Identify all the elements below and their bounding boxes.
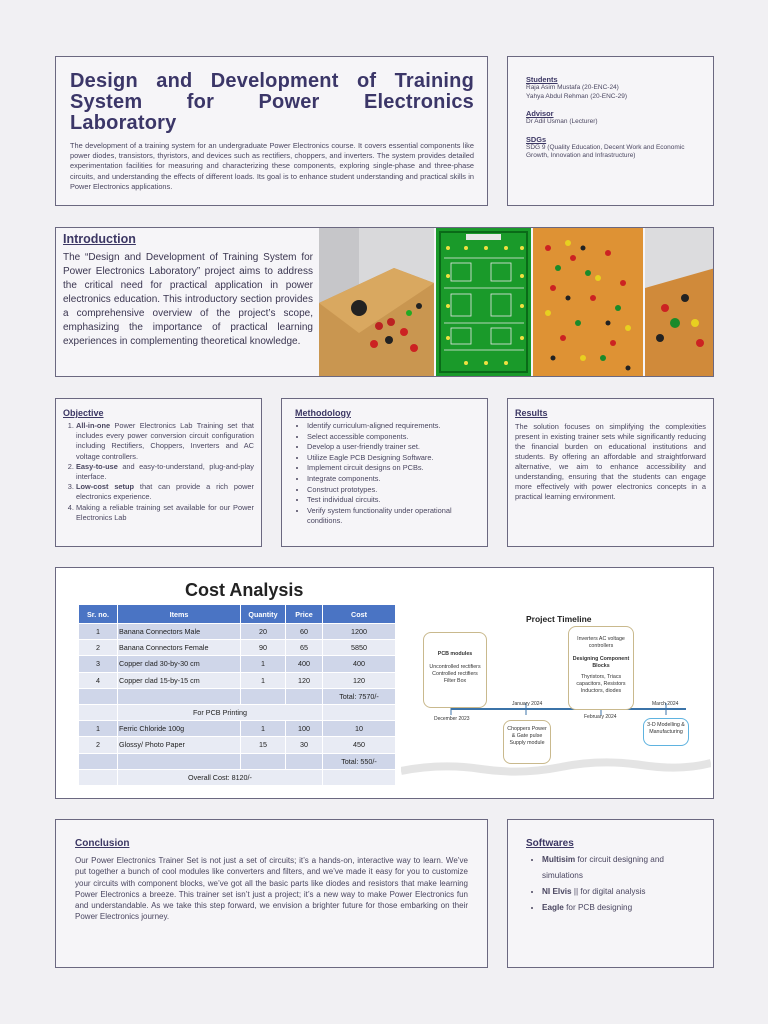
column-header: Cost (323, 605, 396, 624)
cost-table (78, 604, 396, 786)
list-item: • Implement circuit designs on PCBs. (307, 463, 474, 474)
timeline-box-3d: 3-D Modelling & Manufacturing (643, 718, 689, 746)
methodology-list (295, 421, 474, 527)
abstract: The development of a training system for an undergraduate Power Electronics course. It covers essential components like power diodes, transistors, thyristors, and devices such as rectifiers, choppers, and inverters. The system provides detailed experimentation facilities for measuring and characterizing these components, exploring single-phase and three-phase circuits, and understanding the effects of different loads. Its goal is to enhance student understanding and practical skills in Power Electronics applications. (70, 141, 474, 191)
introduction-panel (55, 227, 714, 377)
column-header: Price (286, 605, 323, 624)
students-label: Students (526, 75, 558, 84)
trainer-board-photo (533, 228, 643, 376)
list-item: • Utilize Eagle PCB Designing Software. (307, 453, 474, 464)
results-text: The solution focuses on simplifying the complexities present in existing trainer sets while significantly reducing the financial burden on educational institutions and students. By offering an affordable and straightforward alternative, we aim to enhance accessibility and understanding, ensuring that the students can engage more effectively with power electronics concepts in a practical learning environment. (515, 422, 706, 501)
objective-heading: Objective (63, 408, 104, 418)
info-panel (507, 56, 714, 206)
conclusion-heading: Conclusion (75, 838, 130, 849)
table-row (79, 688, 396, 704)
title-panel (55, 56, 488, 206)
table-row: 4 Copper clad 15-by-15 cm 1 120 120 (79, 672, 396, 688)
introduction-text: The “Design and Development of Training System for Power Electronics Laboratory” project aims to address the critical need for practical application in power electronics education. This introductory section provides a comprehensive overview of the project’s scope, emphasizing the importance of practical learning experiences in complementing theoretical knowledge. (63, 252, 313, 347)
introduction-heading: Introduction (63, 232, 136, 246)
list-item: • Develop a user-friendly trainer set. (307, 442, 474, 453)
advisor-name: Dr Adil Usman (Lecturer) (526, 118, 598, 125)
timeline-date: January 2024 (512, 701, 543, 707)
list-item: 1. All-in-one Power Electronics Lab Training set that includes every power conversion circuit configuration including Rectifiers, Choppers, Inverters and AC voltage controllers. (76, 421, 254, 462)
timeline-box-pcb: PCB modules Uncontrolled rectifiers Controlled rectifiers Filter Box (423, 632, 487, 708)
timeline-date: February 2024 (584, 714, 617, 720)
pcb-layout-image (436, 228, 531, 376)
total-1: Total: 7570/- (323, 688, 396, 704)
trainer-photo (319, 228, 434, 376)
list-item: • Verify system functionality under operational conditions. (307, 506, 474, 527)
timeline-date: March 2024 (652, 701, 679, 707)
softwares-heading: Softwares (526, 838, 574, 849)
list-item: • Test individual circuits. (307, 495, 474, 506)
column-header: Quantity (241, 605, 286, 624)
timeline-box-components: Inverters AC voltage controllers Designing Component Blocks Thyristors, Triacs capacitors, Resistors Inductors, diodes (568, 626, 634, 710)
softwares-list (526, 852, 695, 916)
table-row: 1 Banana Connectors Male 20 60 1200 (79, 624, 396, 640)
poster-title: Design and Development of Training System for Power Electronics Laboratory (70, 70, 474, 134)
sdgs-text: SDG 9 (Quality Education, Decent Work and Economic Growth, Innovation and Infrastructure) (526, 143, 685, 159)
list-item: • Multisim for circuit designing and simulations (542, 852, 695, 884)
component-block-photo (645, 228, 714, 376)
student-name: Yahya Abdul Rehman (20-ENC-29) (526, 92, 628, 100)
list-item: • Select accessible components. (307, 432, 474, 443)
total-2: Total: 550/- (323, 753, 396, 769)
conclusion-panel (55, 819, 488, 968)
list-item: 4. Making a reliable training set available for our Power Electronics Lab (76, 503, 254, 523)
timeline-title: Project Timeline (526, 614, 592, 624)
column-header: Items (118, 605, 241, 624)
objective-panel (55, 398, 262, 547)
results-heading: Results (515, 408, 548, 418)
table-row (79, 753, 396, 769)
pcb-printing-header: For PCB Printing (118, 704, 323, 720)
table-row: 2 Glossy/ Photo Paper 15 30 450 (79, 737, 396, 753)
conclusion-text: Our Power Electronics Trainer Set is not just a set of circuits; it’s a hands-on, interactive way to learn. We’ve put together a bunch of cool modules like converters and filters, and we’ve made it easy for you to customize your circuits with component blocks, we’ve got all the basic parts like diodes and resistors that make learning Power Electronics a breeze. This trainer set isn’t just a project; it’s a new way to make Power Electronics fun and understandable. As we take this step forward, we envision a brighter future for those embarking on their Power Electronics journey. (75, 856, 468, 922)
table-row: 1 Ferric Chloride 100g 1 100 10 (79, 721, 396, 737)
overall-cost: Overall Cost: 8120/- (118, 769, 323, 785)
methodology-panel (281, 398, 488, 547)
list-item: • Eagle for PCB designing (542, 900, 695, 916)
list-item: • Identify curriculum-aligned requirements. (307, 421, 474, 432)
list-item: • NI Elvis || for digital analysis (542, 884, 695, 900)
list-item: • Construct prototypes. (307, 485, 474, 496)
advisor-label: Advisor (526, 109, 554, 118)
methodology-heading: Methodology (295, 408, 351, 418)
timeline-box-choppers: Choppers Power & Gate pulse Supply module (503, 720, 551, 764)
list-item: 2. Easy-to-use and easy-to-understand, plug-and-play interface. (76, 462, 254, 482)
results-panel (507, 398, 714, 547)
cost-title: Cost Analysis (185, 580, 304, 600)
list-item: 3. Low-cost setup that can provide a rich power electronics experience. (76, 482, 254, 502)
cost-timeline-panel (55, 567, 714, 799)
sdgs-label: SDGs (526, 134, 547, 144)
timeline-date: December 2023 (434, 716, 470, 722)
list-item: • Integrate components. (307, 474, 474, 485)
table-row (79, 769, 396, 785)
table-row (79, 704, 396, 720)
table-row: 3 Copper clad 30-by-30 cm 1 400 400 (79, 656, 396, 672)
objective-list (63, 421, 254, 523)
table-row: 2 Banana Connectors Female 90 65 5850 (79, 640, 396, 656)
column-header: Sr. no. (79, 605, 118, 624)
softwares-panel (507, 819, 714, 968)
student-name: Raja Asim Mustafa (20-ENC-24) (526, 84, 619, 91)
